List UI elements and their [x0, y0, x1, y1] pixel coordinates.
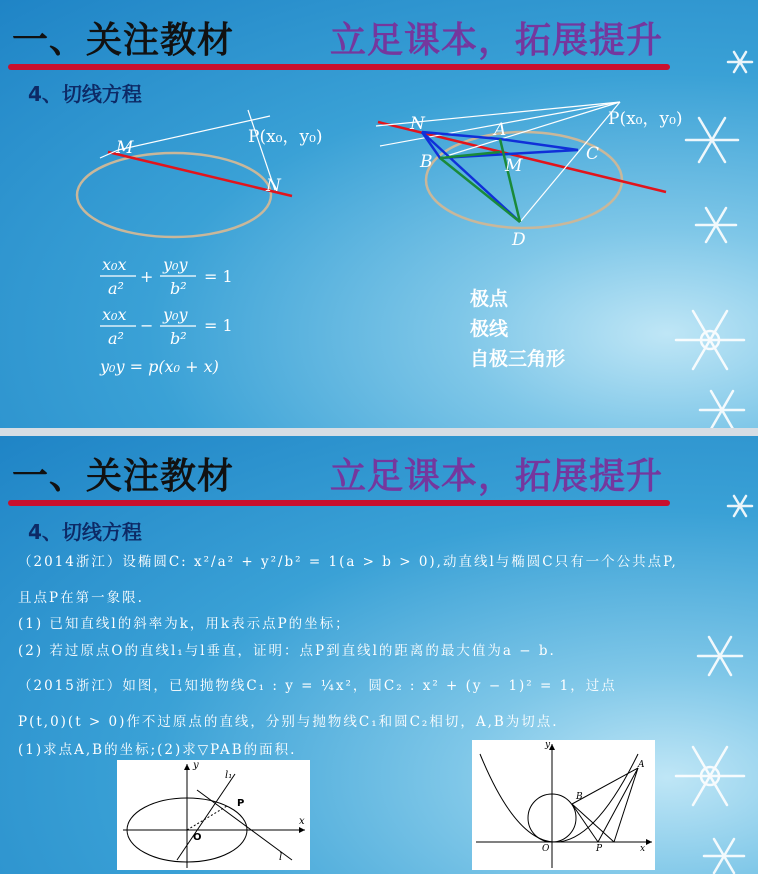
line-l1-label: l₁: [225, 770, 233, 781]
point-p-label: P: [237, 798, 245, 809]
title-underline: [8, 64, 670, 70]
svg-text:a²: a²: [108, 329, 124, 348]
concept-pole: 极点: [470, 288, 509, 310]
problem-line-6: P(t,0)(t > 0)作不过原点的直线，分别与抛物线C₁和圆C₂相切，A,B为切点.: [18, 714, 559, 730]
fig1-label-m: M: [116, 138, 134, 158]
svg-text:+: +: [140, 267, 154, 286]
slide-1: [0, 0, 758, 428]
figure-parabola-circle: [472, 740, 655, 870]
slide-title-sub: 立足课本，拓展提升: [330, 456, 664, 497]
fig2-label-b: B: [420, 152, 433, 172]
line-l-label: l: [279, 852, 283, 863]
fig1-label-n: N: [266, 176, 281, 196]
svg-text:y₀y: y₀y: [163, 255, 188, 274]
fig2-label-m: M: [505, 156, 523, 176]
svg-text:b²: b²: [170, 279, 187, 298]
slide-title-main: 一、关注教材: [12, 20, 235, 61]
slide-2: [0, 436, 758, 874]
svg-text:x₀x: x₀x: [102, 305, 127, 324]
axis-y-label: y: [545, 740, 551, 750]
fig2-label-d: D: [512, 230, 526, 250]
slide-title-sub: 立足课本，拓展提升: [330, 20, 664, 61]
point-a-label: A: [638, 760, 645, 770]
concept-self-polar-triangle: 自极三角形: [470, 348, 566, 370]
svg-text:y₀y: y₀y: [163, 305, 188, 324]
svg-text:= 1: = 1: [204, 316, 233, 335]
problem-line-1: （2014浙江）设椭圆C: x²/a² + y²/b² = 1(a > b > 0),动直线l与椭圆C只有一个公共点P,: [18, 554, 678, 570]
svg-text:a²: a²: [108, 279, 124, 298]
slide-separator: [0, 428, 758, 436]
svg-text:= 1: = 1: [204, 267, 233, 286]
figure-ellipse-tangent: [117, 760, 310, 870]
section-heading: 4、切线方程: [28, 82, 142, 106]
concept-polar-line: 极线: [470, 318, 509, 340]
problem-line-5: （2015浙江）如图，已知抛物线C₁ : y = ¼x²，圆C₂ : x² + (y − 1)² = 1，过点: [18, 678, 617, 694]
problem-line-7: (1)求点A,B的坐标;(2)求▽PAB的面积.: [18, 742, 297, 758]
point-p-label: P: [596, 844, 603, 854]
fig2-label-c: C: [586, 144, 600, 164]
point-b-label: B: [576, 792, 583, 802]
formula-block: [99, 255, 233, 376]
slide-title-main: 一、关注教材: [12, 456, 235, 497]
axis-y-label: y: [193, 760, 199, 771]
section-heading: 4、切线方程: [28, 520, 142, 544]
problem-line-2: 且点P在第一象限.: [18, 590, 144, 606]
origin-label: O: [542, 844, 550, 854]
fig1-label-p: P(x₀，y₀): [248, 127, 323, 147]
origin-label: O: [193, 832, 202, 843]
fig2-label-n: N: [410, 114, 425, 134]
svg-text:b²: b²: [170, 329, 187, 348]
axis-x-label: x: [299, 816, 305, 827]
problem-line-3: (1) 已知直线l的斜率为k，用k表示点P的坐标；: [18, 616, 351, 632]
fig2-label-a: A: [494, 120, 507, 140]
svg-text:−: −: [140, 316, 154, 335]
fig2-label-p: P(x₀，y₀): [608, 109, 683, 129]
problem-line-4: (2) 若过原点O的直线l₁与l垂直，证明：点P到直线l的距离的最大值为a − b.: [18, 643, 556, 659]
formula-1-num-a: x₀x: [102, 255, 127, 274]
title-underline: [8, 500, 670, 506]
svg-text:y₀y = p(x₀ + x): y₀y = p(x₀ + x): [100, 357, 219, 376]
axis-x-label: x: [640, 844, 646, 854]
